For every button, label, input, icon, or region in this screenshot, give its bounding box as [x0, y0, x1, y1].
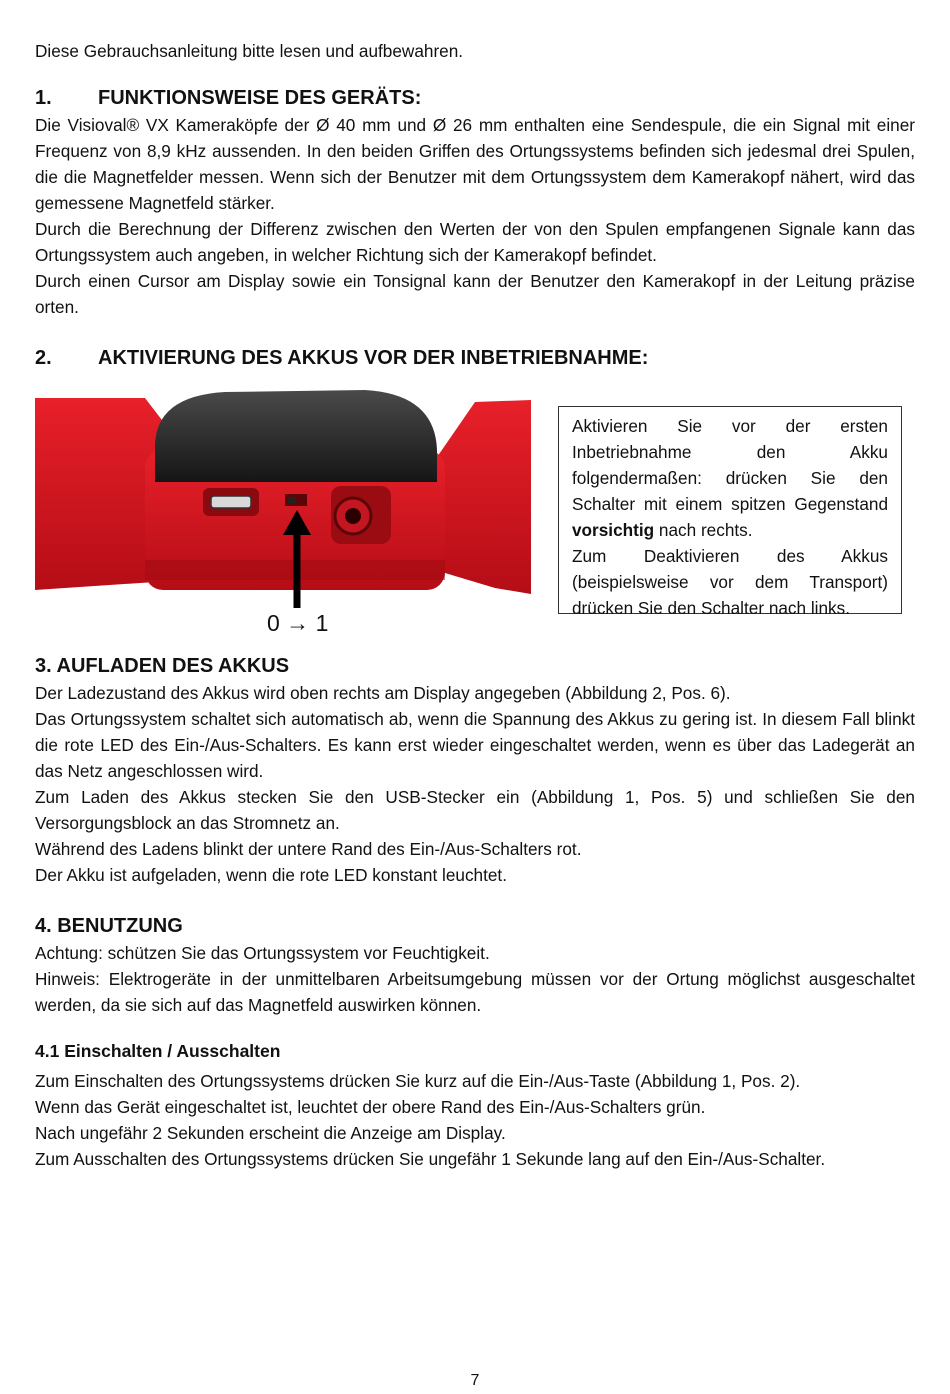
note-bold: vorsichtig: [572, 520, 655, 540]
section1-paragraph: Durch einen Cursor am Display sowie ein Tonsignal kann der Benutzer den Kamerakopf in der Leitung präzise orten.: [35, 271, 915, 317]
device-switch-photo: [35, 390, 531, 608]
section2-heading: [35, 344, 915, 372]
section41-paragraph: Zum Einschalten des Ortungssystems drücken Sie kurz auf die Ein-/Aus-Taste (Abbildung 1, Pos. 2).: [35, 1071, 801, 1091]
switch-direction-label: 0 → 1: [267, 610, 329, 636]
section3-paragraph: Das Ortungssystem schaltet sich automatisch ab, wenn die Spannung des Akkus zu gering ist. In diesem Fall blinkt die rote LED des Ein-/Aus-Schalters. Es kann erst wieder eingeschaltet werden, wenn es über das Ladegerät an das Netz angeschlossen wird.: [35, 709, 915, 781]
section4-heading: 4. BENUTZUNG: [35, 915, 183, 937]
section41-paragraph: Nach ungefähr 2 Sekunden erscheint die Anzeige am Display.: [35, 1123, 506, 1143]
section3-heading: 3. AUFLADEN DES AKKUS: [35, 655, 290, 677]
section4-paragraph: Achtung: schützen Sie das Ortungssystem vor Feuchtigkeit.: [35, 943, 490, 963]
activation-note-box: [558, 406, 902, 618]
note-part2: nach rechts.: [654, 520, 753, 540]
section3-paragraph: Während des Ladens blinkt der untere Rand des Ein-/Aus-Schalters rot.: [35, 839, 582, 859]
activation-figure: [35, 378, 915, 652]
section41-heading: 4.1 Einschalten / Ausschalten: [35, 1041, 281, 1061]
note-part1: Aktivieren Sie vor der ersten Inbetriebnahme den Akku folgendermaßen: drücken Sie den Schalter mit einem spitzen Gegenstand: [572, 416, 888, 514]
section1-paragraph: Die Visioval® VX Kameraköpfe der Ø 40 mm und Ø 26 mm enthalten eine Sendespule, die ein Signal mit einer Frequenz von 8,9 kHz aussenden. In den beiden Griffen des Ortungssystems befinden sich jedesmal drei Spulen, die die Magnetfelder messen. Wenn sich der Benutzer mit dem Ortungssystem dem Kamerakopf nähert, wird das gemessene Magnetfeld stärker.: [35, 115, 915, 213]
deactivation-note-text: Zum Deaktivieren des Akkus (beispielsweise vor dem Transport) drücken Sie den Schalter nach links.: [572, 546, 888, 618]
section3-paragraph: Der Akku ist aufgeladen, wenn die rote LED konstant leuchtet.: [35, 865, 507, 885]
section1-paragraph: Durch die Berechnung der Differenz zwischen den Werten der von den Spulen empfangenen Signale kann das Ortungssystem auch angeben, in welcher Richtung sich der Kamerakopf befindet.: [35, 219, 915, 265]
activation-note-text: [572, 413, 888, 543]
section4-paragraph: Hinweis: Elektrogeräte in der unmittelbaren Arbeitsumgebung müssen vor der Ortung möglichst ausgeschaltet werden, da sie sich auf das Magnetfeld auswirken können.: [35, 969, 915, 1015]
section1-number: 1.: [35, 87, 52, 109]
intro-text: Diese Gebrauchsanleitung bitte lesen und aufbewahren.: [35, 41, 464, 61]
section41-paragraph: Wenn das Gerät eingeschaltet ist, leuchtet der obere Rand des Ein-/Aus-Schalters grün.: [35, 1097, 706, 1117]
document-page: [35, 38, 915, 1172]
section2-title: AKTIVIERUNG DES AKKUS VOR DER INBETRIEBNAHME:: [98, 347, 649, 369]
section1-heading: [35, 84, 915, 112]
page-number: 7: [470, 1372, 480, 1389]
section41-paragraph: Zum Ausschalten des Ortungssystems drücken Sie ungefähr 1 Sekunde lang auf den Ein-/Aus-Schalter.: [35, 1149, 826, 1169]
section2-number: 2.: [35, 347, 52, 369]
section1-title: FUNKTIONSWEISE DES GERÄTS:: [98, 87, 422, 109]
section3-paragraph: Der Ladezustand des Akkus wird oben rechts am Display angegeben (Abbildung 2, Pos. 6).: [35, 683, 731, 703]
section3-paragraph: Zum Laden des Akkus stecken Sie den USB-Stecker ein (Abbildung 1, Pos. 5) und schließen Sie den Versorgungsblock an das Stromnetz an.: [35, 787, 915, 833]
